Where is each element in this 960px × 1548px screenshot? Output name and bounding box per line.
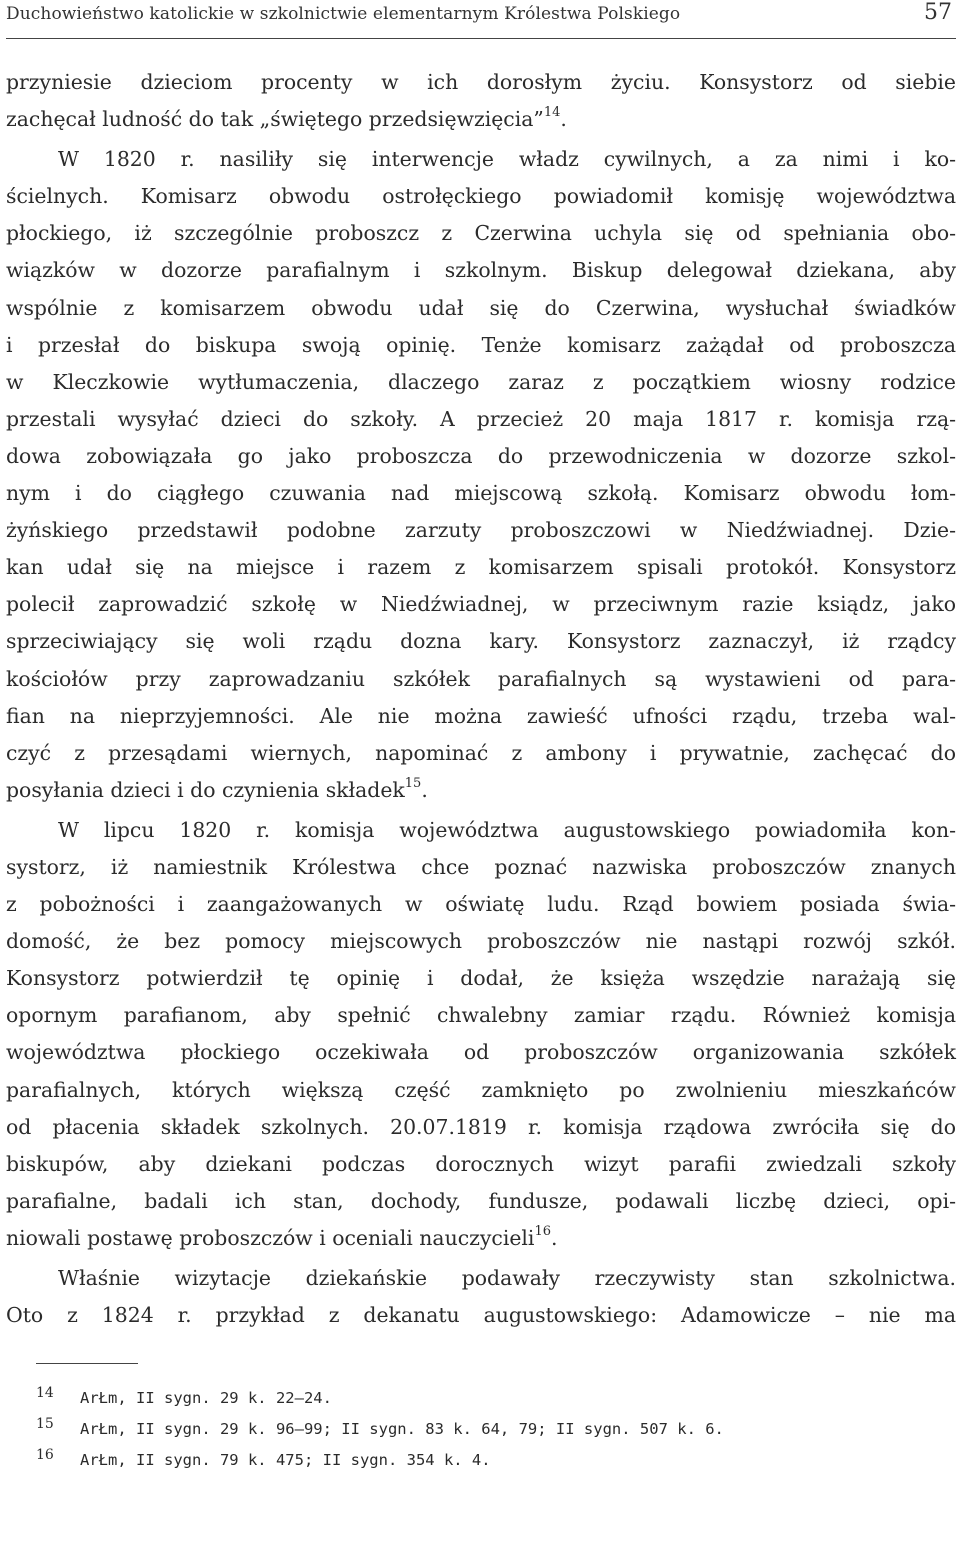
text-line: płockiego, iż szczególnie proboszcz z Czerwina uchyla się od spełniania obo- — [6, 221, 956, 246]
text-line: przestali wysyłać dzieci do szkoły. A przecież 20 maja 1817 r. komisja rzą- — [6, 406, 956, 431]
footnote-number: 16 — [36, 1447, 54, 1463]
text-line: Konsystorz potwierdził tę opinię i dodał, że księża wszędzie narażają się — [6, 966, 956, 991]
text-line: zachęcał ludność do tak „świętego przedsięwzięcia”$^{14}$. — [6, 105, 567, 132]
text-line: województwa płockiego oczekiwała od proboszczów organizowania szkółek — [6, 1040, 956, 1065]
text-line: dowa zobowiązała go jako proboszcza do przewodniczenia w dozorze szkol- — [6, 443, 956, 468]
header-rule — [6, 38, 956, 39]
text-line: ścielnych. Komisarz obwodu ostrołęckiego powiadomił komisję województwa — [6, 184, 956, 209]
text-line: W lipcu 1820 r. komisja województwa augustowskiego powiadomiła kon- — [58, 817, 956, 842]
text-line: polecił zaprowadzić szkołę w Niedźwiadnej, w przeciwnym razie ksiądz, jako — [6, 592, 956, 617]
text-line: Właśnie wizytacje dziekańskie podawały rzeczywisty stan szkolnictwa. — [58, 1266, 956, 1290]
text-line: kan udał się na miejsce i razem z komisarzem spisali protokół. Konsystorz — [6, 555, 956, 580]
footnote-text: ArŁm, II sygn. 29 k. 96–99; II sygn. 83 k. 64, 79; II sygn. 507 k. 6. — [80, 1420, 724, 1438]
footnotes — [36, 1383, 936, 1476]
footnote-text: ArŁm, II sygn. 29 k. 22–24. — [80, 1389, 332, 1407]
text-line: Oto z 1824 r. przykład z dekanatu augustowskiego: Adamowicze – nie ma — [6, 1303, 956, 1328]
text-line: parafialnych, których większą część zamknięto po zwolnieniu mieszkańców — [6, 1077, 956, 1102]
footnote-15 — [36, 1414, 936, 1445]
text-line: parafialne, badali ich stan, dochody, fundusze, podawali liczbę dzieci, opi- — [6, 1188, 956, 1213]
text-line: W 1820 r. nasiliły się interwencje władz cywilnych, a za nimi i ko- — [58, 147, 956, 172]
footnote-marker[interactable]: 15 — [404, 775, 422, 791]
text-line: wspólnie z komisarzem obwodu udał się do Czerwina, wysłuchał świadków — [6, 295, 956, 320]
text-line: czyć z przesądami wiernych, napominać z ambony i prywatnie, zachęcać do — [6, 740, 956, 765]
text-line: opornym parafianom, aby spełnić chwalebny zamiar rządu. Również komisja — [6, 1003, 956, 1028]
running-head-title: Duchowieństwo katolickie w szkolnictwie elementarnym Królestwa Polskiego — [6, 4, 681, 24]
page-number: 57 — [924, 0, 952, 25]
text-line: przyniesie dzieciom procenty w ich dorosłym życiu. Konsystorz od siebie — [6, 70, 956, 94]
text-line: od płacenia składek szkolnych. 20.07.1819 r. komisja rządowa zwróciła się do — [6, 1114, 956, 1139]
text-line: żyńskiego przedstawił podobne zarzuty proboszczowi w Niedźwiadnej. Dzie- — [6, 518, 956, 543]
text-line: wiązków w dozorze parafialnym i szkolnym. Biskup delegował dziekana, aby — [6, 258, 956, 283]
footnote-marker[interactable]: 16 — [534, 1223, 552, 1239]
text-line: fian na nieprzyjemności. Ale nie można zawieść ufności rządu, trzeba wal- — [6, 703, 956, 728]
text-line: nym i do ciągłego czuwania nad miejscową szkołą. Komisarz obwodu łom- — [6, 481, 956, 506]
footnote-marker[interactable]: 14 — [543, 105, 561, 121]
running-head — [6, 0, 956, 40]
text-line: domość, że bez pomocy miejscowych proboszczów nie nastąpi rozwój szkół. — [6, 929, 956, 954]
text-line: w Kleczkowie wytłumaczenia, dlaczego zaraz z początkiem wiosny rodzice — [6, 369, 956, 394]
text-line: niowali postawę proboszczów i oceniali nauczycieli$^{16}$. — [6, 1223, 558, 1250]
text-line: posyłania dzieci i do czynienia składek$^{15}$. — [6, 775, 428, 802]
text-line: kościołów przy zaprowadzaniu szkółek parafialnych są wystawieni od para- — [6, 666, 956, 691]
footnote-16 — [36, 1445, 936, 1476]
text-line: biskupów, aby dziekani podczas dorocznych wizyt parafii zwiedzali szkoły — [6, 1151, 956, 1176]
text-line: systorz, iż namiestnik Królestwa chce poznać nazwiska proboszczów znanych — [6, 854, 956, 879]
footnote-number: 14 — [36, 1385, 54, 1401]
text-line: i przesłał do biskupa swoją opinię. Tenże komisarz zażądał od proboszcza — [6, 332, 956, 357]
footnote-14 — [36, 1383, 936, 1414]
footnote-number: 15 — [36, 1416, 54, 1432]
footnote-text: ArŁm, II sygn. 79 k. 475; II sygn. 354 k. 4. — [80, 1451, 491, 1469]
text-line: z pobożności i zaangażowanych w oświatę ludu. Rząd bowiem posiada świa- — [6, 892, 956, 917]
body-text — [6, 64, 956, 1334]
footnote-rule — [36, 1363, 138, 1364]
text-line: sprzeciwiający się woli rządu dozna kary. Konsystorz zaznaczył, iż rządcy — [6, 629, 956, 654]
